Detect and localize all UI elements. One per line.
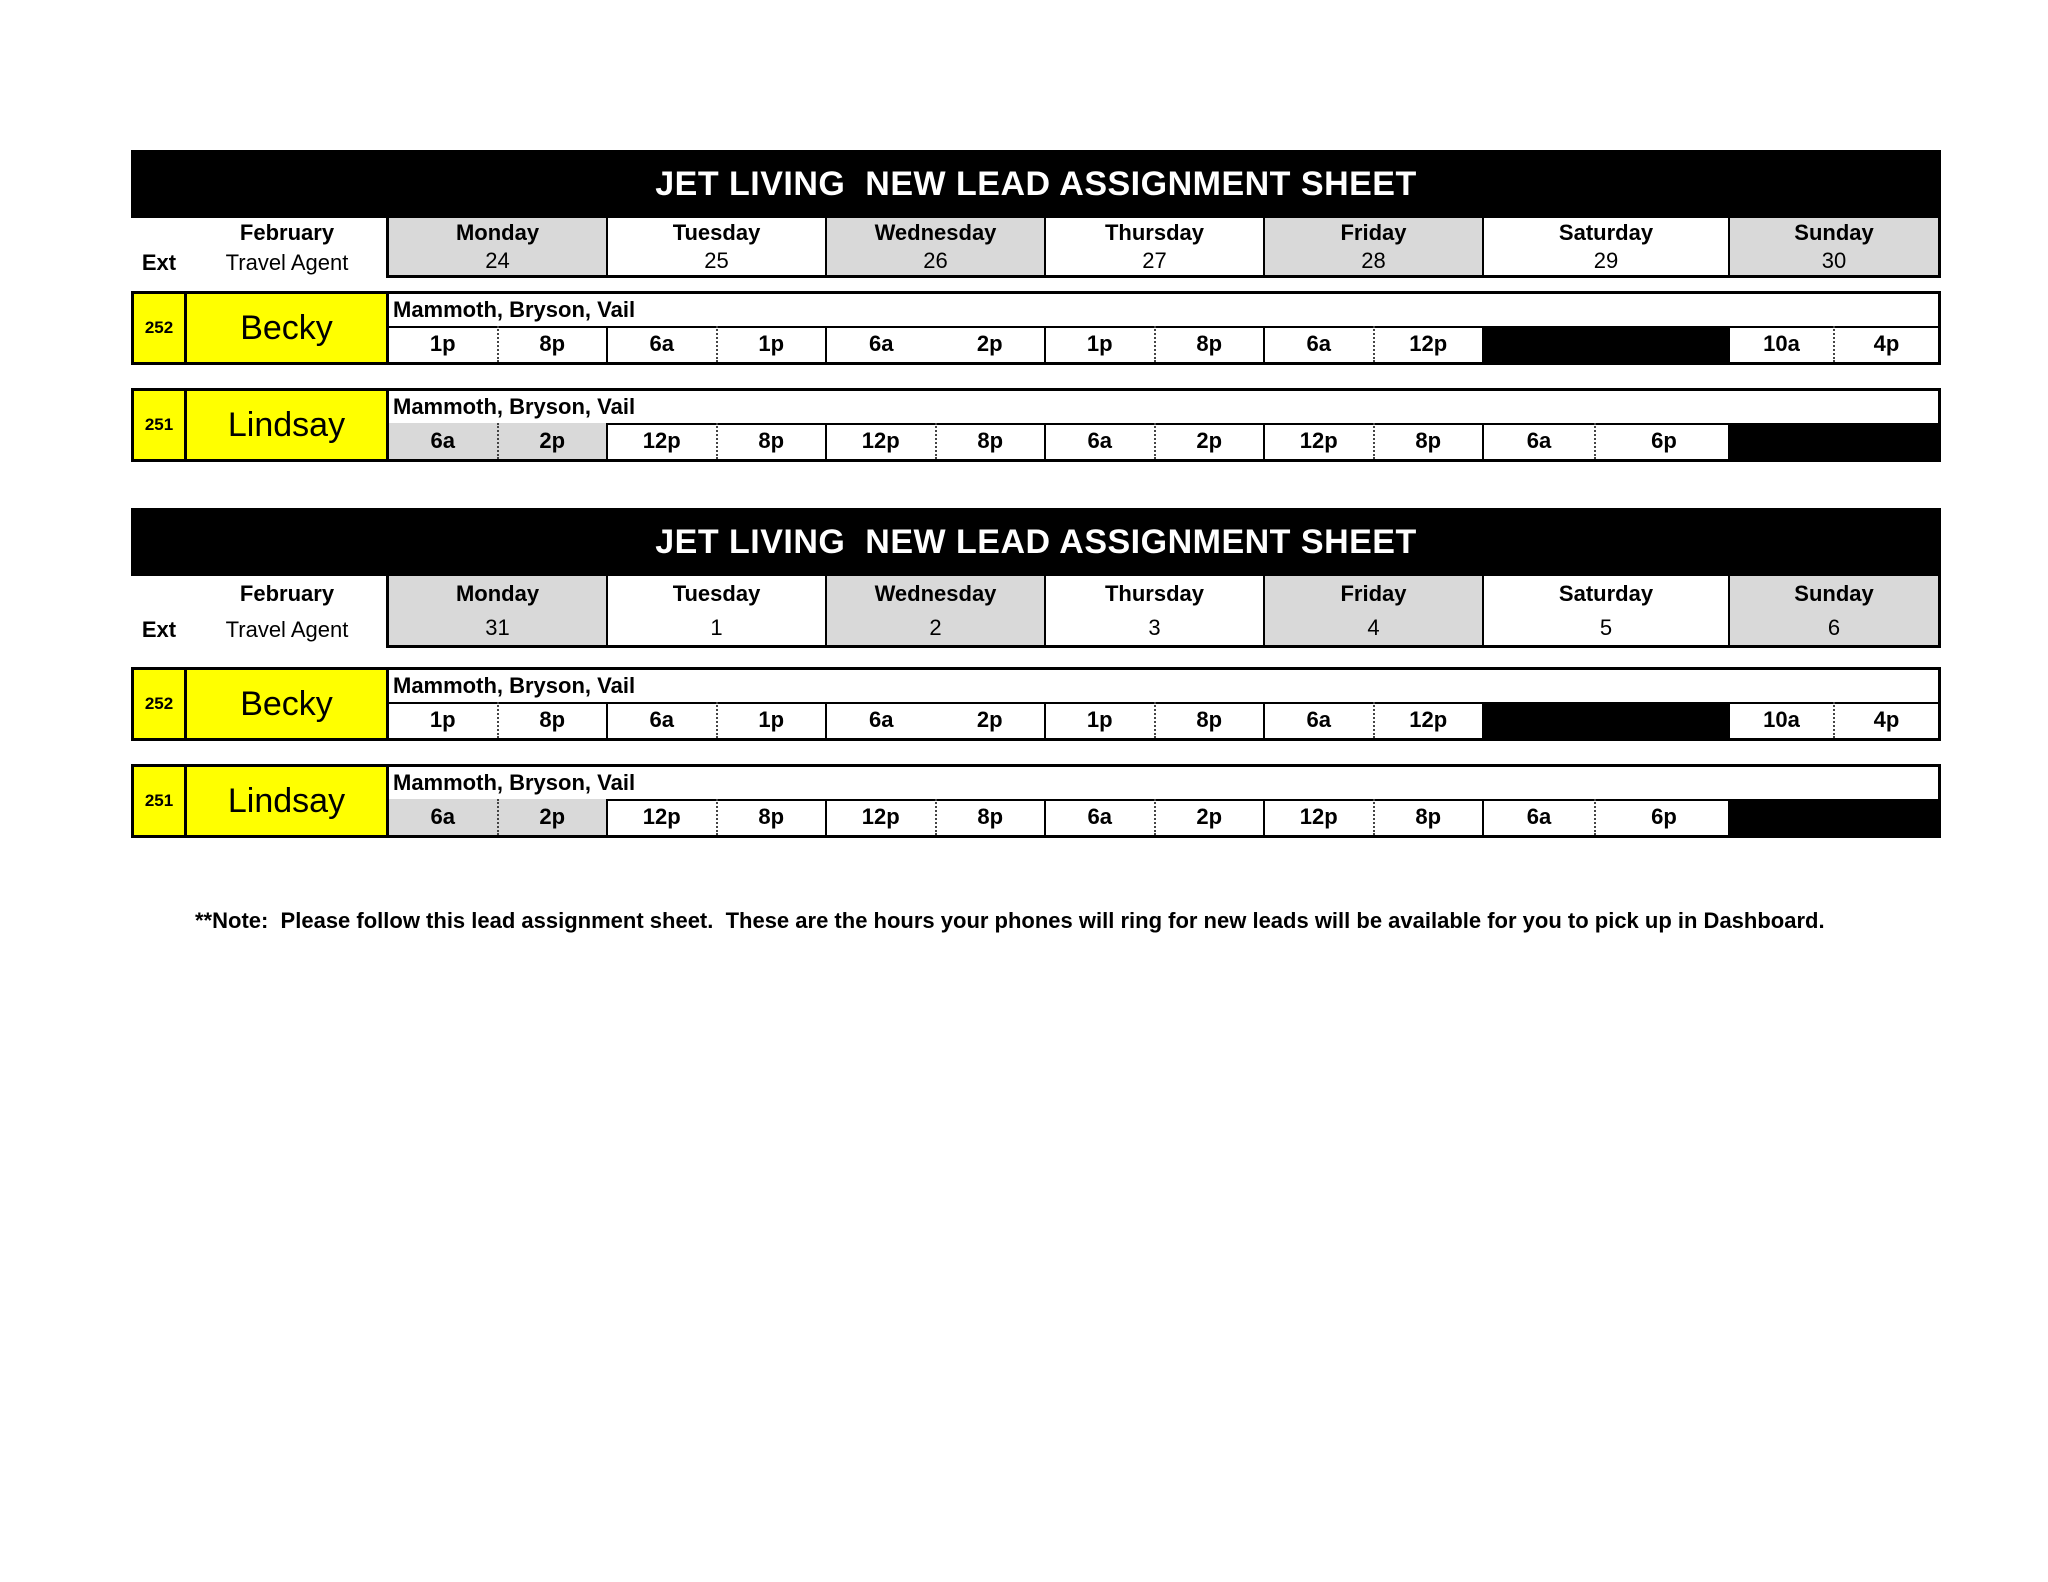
day-name: Saturday [1558, 580, 1654, 606]
day-name: Wednesday [874, 219, 997, 245]
day-header-friday [1265, 218, 1484, 275]
travel-agent-header: Travel Agent [225, 250, 349, 275]
schedule-monday [389, 799, 608, 835]
agent-locations: Mammoth, Bryson, Vail [386, 764, 1941, 801]
end-time: 12p [1373, 326, 1483, 362]
agent-ext: 252 [131, 667, 187, 741]
schedule-tuesday [608, 799, 827, 835]
start-time: 12p [861, 428, 900, 453]
agent-row-becky [131, 291, 1941, 365]
start-time: 1p [429, 707, 456, 732]
schedule-wednesday [827, 423, 1046, 459]
end-time: 8p [716, 423, 826, 459]
day-header-saturday [1484, 576, 1730, 645]
schedule-saturday-off [1484, 702, 1730, 738]
schedule-tuesday [608, 326, 827, 362]
end-time: 12p [1373, 702, 1483, 738]
end-time: 8p [1154, 326, 1264, 362]
end-time: 1p [716, 326, 826, 362]
day-headers [386, 576, 1941, 648]
start-time: 6a [1087, 804, 1112, 829]
day-headers [386, 218, 1941, 278]
day-number: 27 [1142, 247, 1167, 273]
day-number: 2 [929, 614, 942, 640]
day-header-tuesday [608, 576, 827, 645]
day-name: Monday [455, 580, 540, 606]
start-time: 6a [1087, 428, 1112, 453]
start-time: 10a [1763, 707, 1800, 732]
footer-note: **Note: Please follow this lead assignment sheet. These are the hours your phones will ring for new leads will be available for you to pick up in Dashboard. [195, 908, 1825, 933]
day-header-friday [1265, 576, 1484, 645]
start-time: 6a [869, 331, 894, 356]
agent-row-lindsay [131, 388, 1941, 462]
start-time: 6a [1526, 428, 1552, 453]
schedule-monday [389, 423, 608, 459]
day-header-wednesday [827, 576, 1046, 645]
day-name: Sunday [1794, 580, 1874, 606]
day-header-sunday [1730, 218, 1938, 275]
day-name: Friday [1340, 580, 1407, 606]
end-time: 2p [1154, 799, 1264, 835]
assignment-sheet-2 [131, 508, 1941, 838]
agent-schedule [386, 799, 1941, 838]
sheet-title: JET LIVING NEW LEAD ASSIGNMENT SHEET [131, 508, 1941, 576]
end-time: 4p [1833, 702, 1938, 738]
agent-name: Lindsay [184, 764, 389, 838]
day-number: 6 [1827, 614, 1841, 640]
agent-row-lindsay [131, 764, 1941, 838]
day-header-monday [389, 576, 608, 645]
schedule-saturday-off [1484, 326, 1730, 362]
day-number: 28 [1361, 247, 1386, 273]
end-time: 2p [497, 423, 607, 459]
agent-ext: 252 [131, 291, 187, 365]
day-name: Saturday [1558, 219, 1654, 245]
end-time: 8p [1373, 423, 1483, 459]
schedule-monday [389, 326, 608, 362]
start-time: 12p [1299, 804, 1338, 829]
schedule-friday [1265, 326, 1484, 362]
end-time: 6p [1594, 799, 1732, 835]
schedule-monday [389, 702, 608, 738]
day-name: Monday [455, 219, 540, 245]
schedule-sunday [1730, 702, 1938, 738]
day-number: 4 [1367, 614, 1380, 640]
end-time: 6p [1594, 423, 1732, 459]
end-time: 1p [716, 702, 826, 738]
header-row [131, 218, 1941, 278]
sheet-title: JET LIVING NEW LEAD ASSIGNMENT SHEET [131, 150, 1941, 218]
start-time: 6a [1526, 804, 1552, 829]
agent-row-becky [131, 667, 1941, 741]
end-time: 4p [1833, 326, 1938, 362]
day-name: Thursday [1104, 219, 1205, 245]
schedule-saturday [1484, 799, 1730, 835]
day-header-thursday [1046, 218, 1265, 275]
agent-schedule [386, 326, 1941, 365]
schedule-wednesday [827, 702, 1046, 738]
start-time: 6a [869, 707, 894, 732]
schedule-tuesday [608, 702, 827, 738]
day-header-saturday [1484, 218, 1730, 275]
end-time: 2p [976, 331, 1003, 356]
agent-schedule [386, 702, 1941, 741]
end-time: 2p [976, 707, 1003, 732]
month-header: February [239, 581, 335, 606]
start-time: 1p [429, 331, 456, 356]
month-header: February [239, 220, 335, 245]
schedule-tuesday [608, 423, 827, 459]
agent-schedule [386, 423, 1941, 462]
day-header-tuesday [608, 218, 827, 275]
day-number: 29 [1593, 247, 1619, 273]
schedule-thursday [1046, 799, 1265, 835]
assignment-sheet-1 [131, 150, 1941, 462]
schedule-saturday [1484, 423, 1730, 459]
day-name: Friday [1340, 219, 1407, 245]
schedule-wednesday [827, 326, 1046, 362]
day-header-monday [389, 218, 608, 275]
header-row [131, 576, 1941, 648]
day-number: 30 [1821, 247, 1847, 273]
schedule-friday [1265, 423, 1484, 459]
agent-locations: Mammoth, Bryson, Vail [386, 291, 1941, 328]
schedule-sunday [1730, 326, 1938, 362]
day-name: Tuesday [672, 580, 761, 606]
ext-header: Ext [141, 250, 177, 275]
schedule-thursday [1046, 423, 1265, 459]
schedule-sunday-off [1730, 423, 1938, 459]
agent-name: Becky [184, 291, 389, 365]
schedule-friday [1265, 702, 1484, 738]
day-name: Tuesday [672, 219, 761, 245]
schedule-friday [1265, 799, 1484, 835]
start-time: 12p [861, 804, 900, 829]
start-time: 12p [1299, 428, 1338, 453]
start-time: 6a [1306, 707, 1331, 732]
agent-name: Becky [184, 667, 389, 741]
start-time: 1p [1086, 331, 1113, 356]
schedule-wednesday [827, 799, 1046, 835]
travel-agent-header: Travel Agent [225, 617, 349, 642]
start-time: 6a [649, 707, 674, 732]
start-time: 6a [1306, 331, 1331, 356]
end-time: 8p [497, 702, 607, 738]
start-time: 10a [1763, 331, 1800, 356]
start-time: 6a [649, 331, 674, 356]
start-time: 6a [430, 804, 455, 829]
end-time: 8p [716, 799, 826, 835]
start-time: 12p [642, 804, 681, 829]
day-number: 1 [710, 614, 723, 640]
day-number: 25 [704, 247, 729, 273]
start-time: 12p [642, 428, 681, 453]
agent-ext: 251 [131, 764, 187, 838]
day-number: 3 [1148, 614, 1161, 640]
agent-locations: Mammoth, Bryson, Vail [386, 667, 1941, 704]
day-number: 26 [923, 247, 948, 273]
day-name: Wednesday [874, 580, 997, 606]
end-time: 8p [497, 326, 607, 362]
agent-ext: 251 [131, 388, 187, 462]
day-number: 24 [485, 247, 510, 273]
start-time: 1p [1086, 707, 1113, 732]
start-time: 6a [430, 428, 455, 453]
end-time: 8p [935, 423, 1045, 459]
end-time: 2p [497, 799, 607, 835]
end-time: 2p [1154, 423, 1264, 459]
day-header-sunday [1730, 576, 1938, 645]
schedule-thursday [1046, 702, 1265, 738]
schedule-sunday-off [1730, 799, 1938, 835]
agent-name: Lindsay [184, 388, 389, 462]
day-number: 5 [1599, 614, 1613, 640]
end-time: 8p [935, 799, 1045, 835]
end-time: 8p [1373, 799, 1483, 835]
end-time: 8p [1154, 702, 1264, 738]
agent-locations: Mammoth, Bryson, Vail [386, 388, 1941, 425]
day-header-thursday [1046, 576, 1265, 645]
ext-header: Ext [141, 617, 177, 642]
day-header-wednesday [827, 218, 1046, 275]
day-number: 31 [485, 614, 510, 640]
day-name: Sunday [1794, 219, 1874, 245]
day-name: Thursday [1104, 580, 1205, 606]
schedule-thursday [1046, 326, 1265, 362]
